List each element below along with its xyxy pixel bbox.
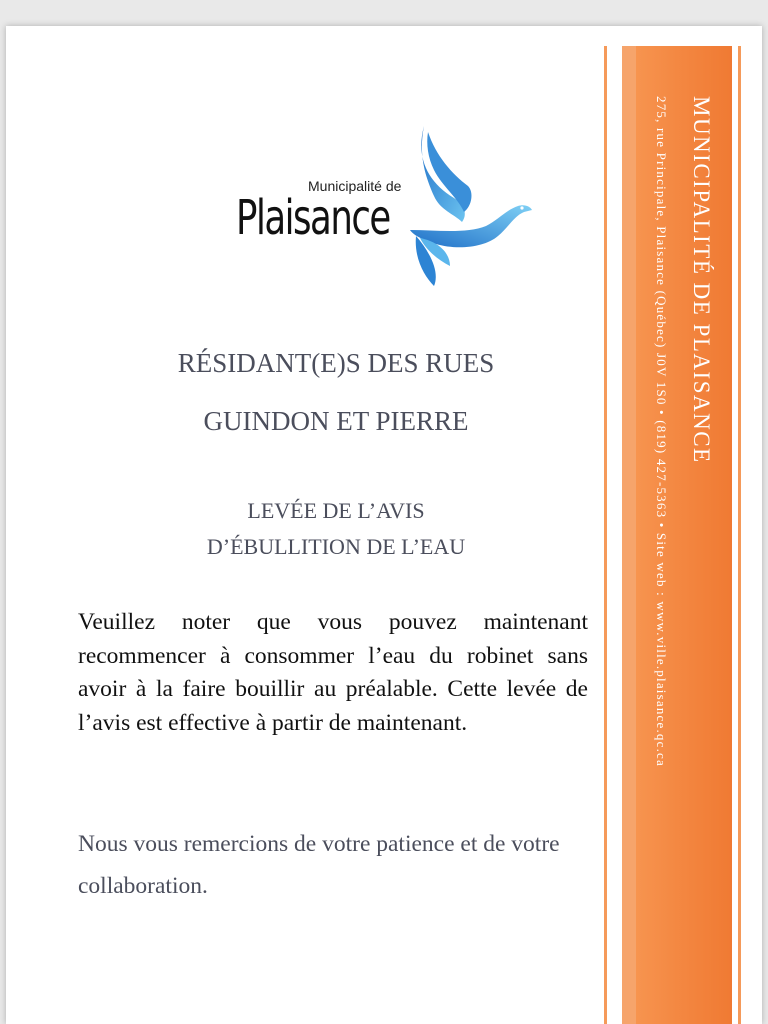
- notice-paragraph: Veuillez noter que vous pouvez maintenant recommencer à consommer l’eau du robinet sans avoir à la faire bouillir au préalable. Cette levée de l’avis est effective à partir de maintenant.: [78, 609, 588, 736]
- subheading-lifting: LEVÉE DE L’AVIS: [247, 498, 425, 523]
- band-divider-line: [604, 46, 607, 1024]
- band-edge-line: [738, 46, 741, 1024]
- heading-residents: RÉSIDANT(E)S DES RUES: [177, 348, 495, 378]
- logo-subtitle: Municipalité de: [308, 178, 402, 194]
- thanks-paragraph: Nous vous remercions de votre patience et de votre collaboration.: [78, 831, 560, 899]
- subheading-boil-notice: D’ÉBULLITION DE L’EAU: [206, 534, 466, 559]
- band-light-stripe: [622, 46, 636, 1024]
- logo-title: Plaisance: [236, 190, 390, 246]
- orange-side-band: [636, 46, 732, 1024]
- municipality-logo: [234, 126, 534, 286]
- document-page: [6, 26, 762, 1024]
- sidebar-address: 275, rue Principale, Plaisance (Québec) J0V 1S0 • (819) 427-5363 • Site web : www.ville.plaisance.qc.ca: [654, 96, 669, 767]
- heading-streets: GUINDON ET PIERRE: [203, 406, 469, 436]
- goose-logo-icon: [406, 126, 534, 286]
- sidebar-title: MUNICIPALITÉ DE PLAISANCE: [689, 96, 714, 464]
